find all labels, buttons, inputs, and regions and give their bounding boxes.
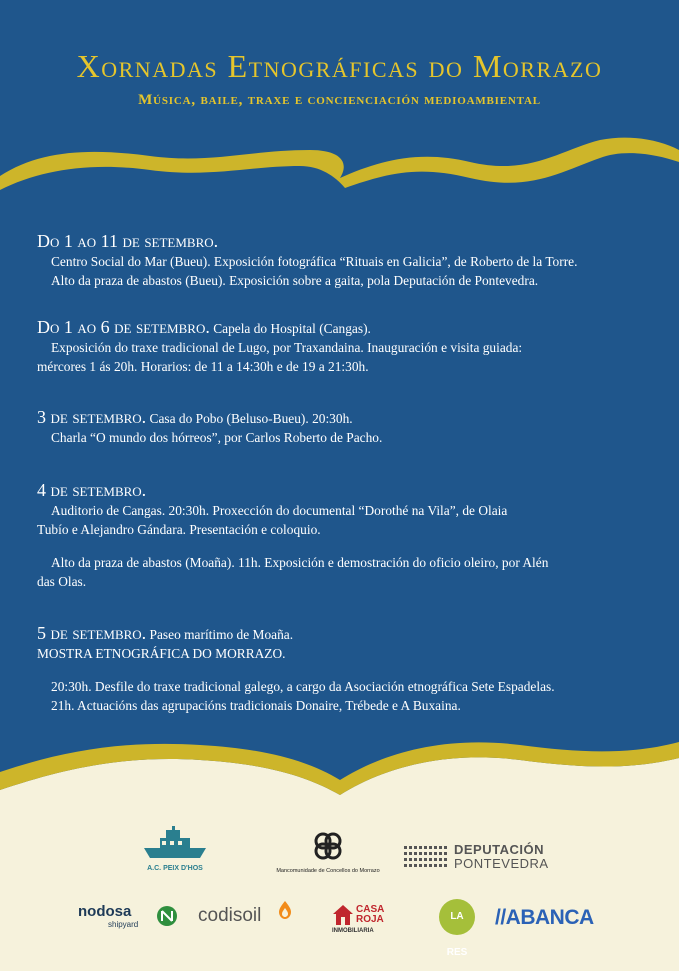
page-subtitle: Música, baile, traxe e concienciación medioambiental [138,92,541,108]
page-title: Xornadas Etnográficas do Morrazo [76,48,603,84]
deputacion-logo [404,842,549,872]
event-line: Exposición do traxe tradicional de Lugo, por Traxandaina. Inauguración e visita guiada: [51,340,523,355]
codisoil-name: codisoil [198,905,262,926]
event-heading: 3 de setembro. [37,407,147,427]
casaroja-line1: CASA [356,904,385,915]
casaroja-line3: INMOBILIARIA [332,928,374,934]
codisoil-logo [198,905,298,935]
peixdhos-name: A.C. PEIX D'HOS [147,865,203,872]
nodosa-sub: shipyard [108,920,139,929]
event-heading: Do 1 ao 6 de setembro. [37,317,210,337]
event-line: 21h. Actuacións das agrupacións tradicionais Donaire, Trébede e A Buxaina. [51,698,461,713]
abanca-logo: //ABANCA [495,906,594,929]
house-icon [332,904,354,926]
nodosa-icon [156,905,178,927]
event-line: Tubío e Alejandro Gándara. Presentación e coloquio. [37,522,321,537]
knot-icon [312,830,344,862]
mancomunidade-logo [258,830,398,874]
casaroja-line2: ROJA [356,914,384,925]
event-line: Alto da praza de abastos (Bueu). Exposición sobre a gaita, pola Deputación de Pontevedra. [51,273,539,288]
lares-logo: LA RES [439,899,475,935]
event-line: Centro Social do Mar (Bueu). Exposición fotográfica “Rituais en Galicia”, de Roberto de la Torre. [51,254,578,269]
event-place: Capela do Hospital (Cangas). [213,321,371,336]
deputacion-line2: PONTEVEDRA [454,856,549,871]
boat-icon [142,826,208,860]
event-line: Auditorio de Cangas. 20:30h. Proxección do documental “Dorothé na Vila”, de Olaia [51,503,508,518]
nodosa-name: nodosa [78,903,132,920]
event-heading: 4 de setembro. [37,480,147,500]
event-place: Casa do Pobo (Beluso-Bueu). 20:30h. [149,411,353,426]
event-line: Alto da praza de abastos (Moaña). 11h. Exposición e demostración do oficio oleiro, por Alén [51,555,549,570]
event-place: Paseo marítimo de Moaña. [149,627,294,642]
deputacion-line1: DEPUTACIÓN [454,842,544,857]
nodosa-logo [78,903,182,933]
event-heading: Do 1 ao 11 de setembro. [37,231,219,251]
event-line: Charla “O mundo dos hórreos”, por Carlos Roberto de Pacho. [51,430,383,445]
mancomunidade-name: Mancomunidade de Concellos do Morrazo [276,868,380,874]
dots-icon [404,844,452,870]
event-line: MOSTRA ETNOGRÁFICA DO MORRAZO. [37,646,286,661]
event-line: mércores 1 ás 20h. Horarios: de 11 a 14:30h e de 19 a 21:30h. [37,359,369,374]
event-line: 20:30h. Desfile do traxe tradicional galego, a cargo da Asociación etnográfica Sete Espadelas. [51,679,555,694]
event-heading: 5 de setembro. [37,623,147,643]
peixdhos-logo [140,826,210,872]
flame-icon [278,901,292,919]
event-line: das Olas. [37,574,87,589]
casaroja-logo [332,904,394,938]
